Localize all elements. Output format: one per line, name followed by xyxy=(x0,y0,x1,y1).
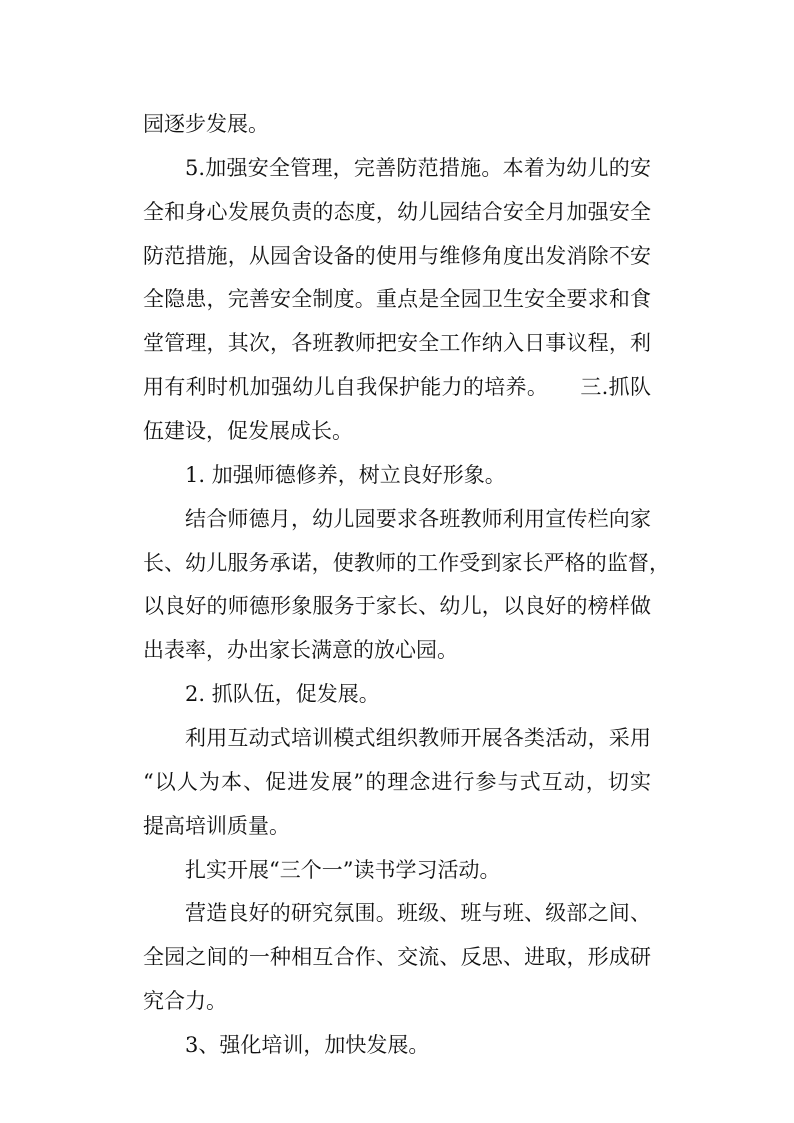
text-line-21: 究合力。 xyxy=(143,989,227,1014)
text-line-17: 提高培训质量。 xyxy=(143,813,290,838)
text-line-3: 全和身心发展负责的态度，幼儿园结合安全月加强安全 xyxy=(143,199,651,224)
text-line-10: 结合师德月，幼儿园要求各班教师利用宣传栏向家 xyxy=(185,506,651,531)
text-line-16: “以人为本、促进发展”的理念进行参与式互动，切实 xyxy=(143,769,651,794)
text-line-8: 伍建设，促发展成长。 xyxy=(143,419,353,444)
text-line-19: 营造良好的研究氛围。班级、班与班、级部之间、 xyxy=(185,901,651,926)
text-line-11: 长、幼儿服务承诺，使教师的工作受到家长严格的监督， xyxy=(143,550,670,575)
text-line-1: 园逐步发展。 xyxy=(143,112,269,136)
text-line-12: 以良好的师德形象服务于家长、幼儿，以良好的榜样做 xyxy=(143,594,651,619)
text-line-18: 扎实开展“三个一”读书学习活动。 xyxy=(185,857,501,882)
text-line-7: 用有利时机加强幼儿自我保护能力的培养。 三.抓队 xyxy=(143,375,651,400)
section-heading-2: 2. 抓队伍，促发展。 xyxy=(185,682,380,707)
text-line-4: 防范措施，从园舍设备的使用与维修角度出发消除不安 xyxy=(143,243,651,268)
text-line-6: 堂管理，其次，各班教师把安全工作纳入日事议程，利 xyxy=(143,331,651,356)
text-line-13: 出表率，办出家长满意的放心园。 xyxy=(143,638,458,663)
text-line-5: 全隐患，完善安全制度。重点是全园卫生安全要求和食 xyxy=(143,287,651,312)
text-line-20: 全园之间的一种相互合作、交流、反思、进取，形成研 xyxy=(143,945,651,970)
section-heading-1: 1. 加强师德修养，树立良好形象。 xyxy=(185,462,506,487)
section-heading-3: 3、强化培训，加快发展。 xyxy=(185,1033,430,1058)
text-line-2: 5.加强安全管理，完善防范措施。本着为幼儿的安 xyxy=(185,155,651,180)
document-body xyxy=(143,103,670,1068)
text-line-15: 利用互动式培训模式组织教师开展各类活动，采用 xyxy=(185,726,651,751)
